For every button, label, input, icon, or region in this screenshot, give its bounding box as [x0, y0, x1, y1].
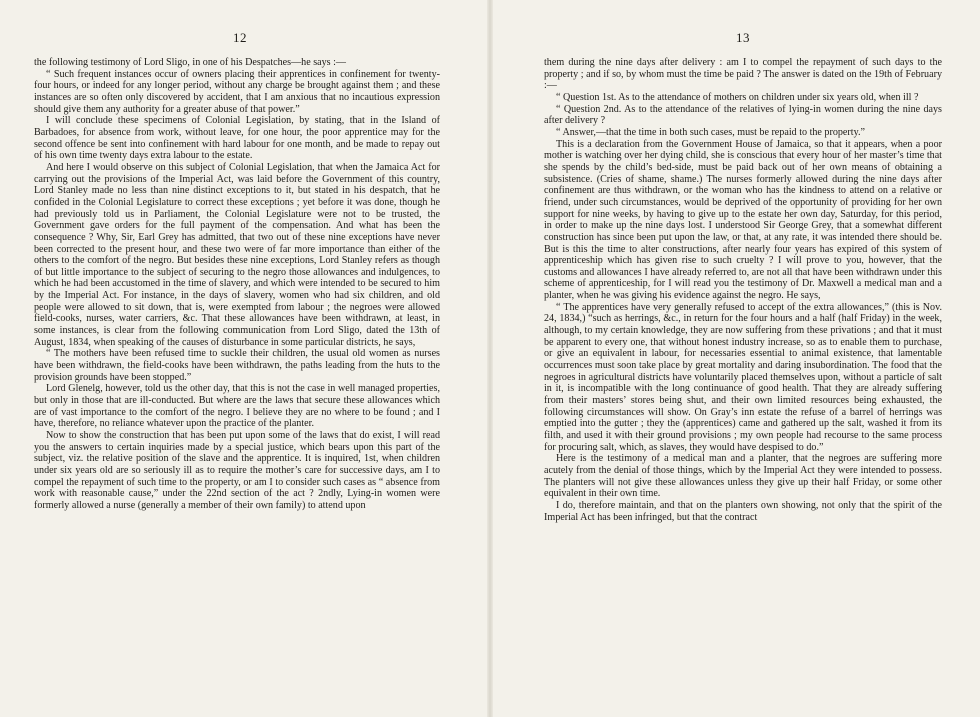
- paragraph: Now to show the construction that has been put upon some of the laws that do exist, I will read you the answers to certain inquiries made by a special justice, which bears upon this part of the subject, viz. the relative position of the slave and the apprentice. It is inquired, 1st, when children under six years old are so seriously ill as to require the mother’s care for successive days, am I to compel the repayment of such time to the property, or am I to consider such cases as “ absence from work with reasonable cause,” under the 22nd section of the act ? 2ndly, Lying-in women were formerly allowed a nurse (generally a member of their own family) to attend upon: [34, 430, 440, 511]
- paragraph: them during the nine days after delivery : am I to compel the repayment of such days to the property ; and if so, by whom must the time be paid ? The answer is dated on the 19th of February :—: [544, 57, 942, 92]
- paragraph: “ The mothers have been refused time to suckle their children, the usual old women as nurses have been withdrawn, the field-cooks have been withdrawn, the paths leading from the huts to the provision grounds have been stopped.”: [34, 348, 440, 383]
- paragraph: I do, therefore maintain, and that on the planters own showing, not only that the spirit of the Imperial Act has been infringed, but that the contract: [544, 499, 942, 523]
- paragraph: This is a declaration from the Government House of Jamaica, so that it appears, when a poor mother is watching over her dying child, she is conscious that every hour of her master’s time that she spends by the child’s bed-side, must be paid back out of her own means of obtaining a subsistence. (Cries of shame, shame.) The nurses formerly allowed during the nine days after confinement are thus withdrawn, or the woman who has the kindness to attend on a relative or friend, under such circumstances, would be deprived of the opportunity of providing for her own support for nine weeks, by having to give up to the estate her own day, Saturday, for this period, in order to make up the nine days lost. I understood Sir George Grey, that a somewhat different construction has since been put upon the law, or that, at any rate, it was intended there should be. But is this the time to alter constructions, after nearly four years has expired of this system of apprenticeship which has given rise to such cruelty ? I will prove to you, however, that the customs and allowances I have already referred to, are not all that have been withdrawn under this scheme of apprenticeship, for I will read you the testimony of Dr. Maxwell a medical man and a planter, when he was giving his evidence against the negro. He says,: [544, 138, 942, 302]
- paragraph: “ Question 1st. As to the attendance of mothers on children under six years old, when ill ?: [556, 91, 919, 103]
- page-number-right: 13: [736, 30, 750, 45]
- paragraph: “ Answer,—that the time in both such cases, must be repaid to the property.”: [556, 126, 865, 138]
- paragraph: And here I would observe on this subject of Colonial Legislation, that when the Jamaica Act for carrying out the provisions of the Imperial Act, was laid before the Government of this country, Lord Stanley made no less than nine distinct exceptions to it, but stated in his despatch, that he confided in the Colonial Legislature to correct these exceptions ; yet before it was done, though he had previously told us in Parliament, the Colonial Legislature were not to be trusted, the Government gave orders for the full payment of the compensation. And what has been the consequence ? Why, Sir, Earl Grey has admitted, that two out of these nine exceptions have never been corrected to the present hour, and these two were of far more importance than either of the others to the comfort of the negro. But besides these nine exceptions, Lord Stanley refers as though of but little importance to the subject of securing to the negro those allowances and indulgences, to which he had been accustomed in the time of slavery, and which were intended to be secured to him by the Imperial Act. For instance, in the days of slavery, women who had six children, and old people were allowed to sit down, that is, were exempted from labour ; the negroes were allowed field-cooks, nurses, water carriers, &c. That these allowances have been withdrawn, at least, in some instances, is clear from the following communication from Lord Sligo, dated the 13th of August, 1834, when speaking of the causes of disturbance in some particular districts, he says,: [34, 161, 440, 348]
- paragraph: “ Such frequent instances occur of owners placing their apprentices in confinement for twenty-four hours, or indeed for any longer period, without any charge be brought against them ; and these instances are so often only discovered by accident, that I am anxious that no incautious expression should give them any authority for a greater abuse of that power.”: [34, 68, 440, 115]
- right-page-text: [544, 57, 942, 523]
- page-number-left: 12: [233, 30, 247, 45]
- paragraph: Here is the testimony of a medical man and a planter, that the negroes are suffering more acutely from the denial of those things, which by the Imperial Act they were intended to possess. The planters will not give these allowances unless they give up their half Friday, or some other equivalent in their own time.: [544, 453, 942, 500]
- left-page-text: [34, 57, 440, 512]
- right-page: [490, 0, 980, 717]
- paragraph: “ The apprentices have very generally refused to accept of the extra allowances,” (this is Nov. 24, 1834,) “such as herrings, &c., in return for the four hours and a half (half Friday) in the week, although, to my certain knowledge, they are now suffering from these privations ; and that it must be apparent to every one, that without honest industry increase, so as to enable them to purchase, or give an equivalent in labour, for necessaries essential to animal existence, that lamentable occurrences must soon take place by great mortality and daring insubordination. The food that the negroes in agricultural districts have voluntarily placed themselves upon, without a particle of salt in it, is incompatible with the long continuance of good health. That they are already suffering from their masters’ stores being shut, and their own limited resources being exhausted, the following circumstances will show. On Gray’s inn estate the refuse of a barrel of herrings was emptied into the gutter ; they the (apprentices) came and gathered up the salt, washed it from its filth, and used it with their ground provisions ; my own people had recourse to the same process for procuring salt, which, as slaves, they would have despised to do.”: [544, 301, 942, 453]
- paragraph: I will conclude these specimens of Colonial Legislation, by stating, that in the Island of Barbadoes, for absence from work, without leave, for one hour, the poor apprentice may for the second offence be sent into confinement with hard labour for one month, and be made to repay out of his own time twenty days extra labour to the estate.: [34, 115, 440, 162]
- paragraph: “ Question 2nd. As to the attendance of the relatives of lying-in women during the nine days after delivery ?: [544, 103, 942, 127]
- paragraph: Lord Glenelg, however, told us the other day, that this is not the case in well managed properties, but only in those that are ill-conducted. But where are the laws that secure these allowances which are of vast importance to the comfort of the negro. I believe they are no where to be found ; and I have, therefore, no reliance whatever upon the practice of the planter.: [34, 383, 440, 430]
- paragraph: the following testimony of Lord Sligo, in one of his Despatches—he says :—: [34, 57, 347, 68]
